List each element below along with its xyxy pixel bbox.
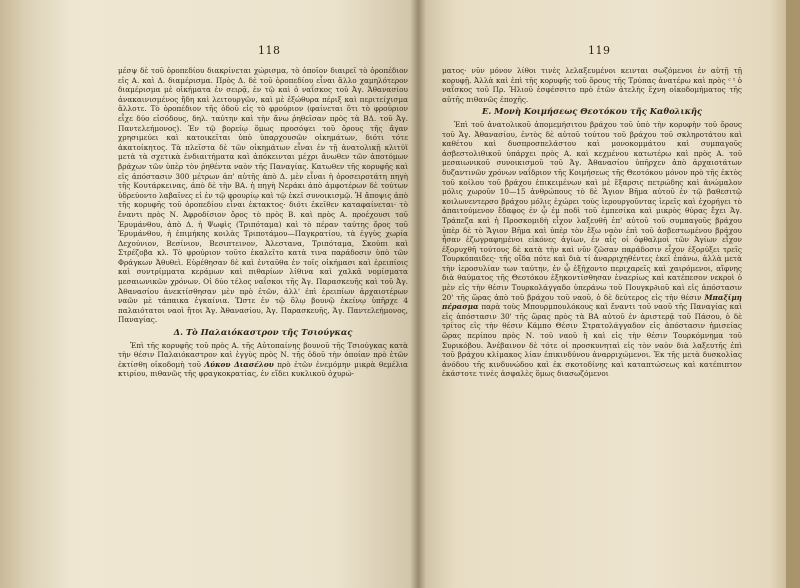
left-page-body xyxy=(118,66,408,379)
section-heading: Δ. Τὸ Παλαιόκαστρον τῆς Τσιούγκας xyxy=(173,327,353,338)
text-run: παρὰ τοὺς Μπουρμπουλόκους καὶ ἔναντι τοῦ ναοῦ τῆς Παναγίας καὶ εἰς ἀπόστασιν 30' τῆς ὥρας πρὸς τὰ ΒΑ αὐτοῦ ἐν ἀριστερᾷ τοῦ Πάσου, ὁ δὲ τρίτος εἰς τὴν θέσιν Κάμπο Θέσιν Στρατολάγγαδον εἰς ἀπόστασιν ἡμισείας ὥρας περίπου πρὸς Ν. τοῦ ναοῦ ἢ καὶ εἰς τὴν θέσιν Τουρκόμνημα τοῦ Συρικόβου. Ἀνέβαινον δὲ τότε οἱ προσκυνηταὶ εἰς τὸν ναὸν διὰ λαξευτῆς ἐπὶ τοῦ βράχου κλίμακος λίαν ἐπικινδύνου ἀναρριχώμενοι. Ἐκ τῆς μετὰ δυσκολίας ἀνόδου τῆς κινδυνώδου καὶ ἐκ σκοτοδίνης καὶ καταπτώσεως καὶ κατέπιπτον ἐκάστοτε τινὲς ἀσφαλὲς ὅμως διασωζόμενοι xyxy=(442,302,742,379)
right-page-body xyxy=(442,66,742,379)
paragraph: ματος· νῦν μόνον λίθοι τινὲς λελαξευμένοι κεινται σωζόμενοι ἐν αὐτῇ τῇ κορυφῇ. Ἀλλὰ καὶ ἐπὶ τῆς κορυφῆς τοῦ ὄρους τῆς Τρύπας ἀνατέρω καὶ πρὸς ᶜ ᵗ ὁ ναΐσκος τοῦ Πρ. Ἠλιοῦ ἐσφέσσιτο πρὸ ἐτῶν ἀτελὴς ἔχνη οἰκοδομήματος τῆς αὐτῆς πιθανῶς ἐποχῆς. xyxy=(442,66,742,104)
book-spine-gutter xyxy=(410,0,426,588)
text-run: πρὸ ἐτῶν ἐνεμόμην μικρὰ θεμέλια κτιρίου, πιθανῶς τῆς φραγκοκρατίας, ἐν εἴδει κυκλικοῦ ὀχυρώ- xyxy=(118,359,408,379)
page-number: 119 xyxy=(588,44,611,57)
book-cover-edge xyxy=(786,0,800,588)
page-number: 118 xyxy=(258,44,281,57)
right-page xyxy=(418,0,800,588)
paragraph xyxy=(118,341,408,379)
paragraph xyxy=(442,120,742,379)
emphasis-place-name: Λύκου Διασέλου xyxy=(204,359,274,369)
text-run: Ἐπὶ τοῦ ἀνατολικοῦ ἀπομεμήσιτου βράχου τοῦ ὑπὸ τὴν κορυφὴν τοῦ ὄρους τοῦ Ἁγ. Ἀθανασίου, ἐντὸς δὲ αὐτοῦ τούτου τοῦ βράχου τοῦ σκληροτάτου καὶ καθέτου καὶ δυσπροσπελάστου καὶ μονοκομμάτου καὶ συμπαγοῦς ἀσβεστολιθικοῦ ὑπάρχει πρὸς Α. καὶ κεχμένου κατωτέρω καὶ πρὸς Α. τοῦ μεσαιωνικοῦ συνοικισμοῦ τοῦ Ἀγ. Ἀθανασίου ὑπῆρχεν ἀπὸ ἀρχαιοτάτων δυζαντινῶν χρόνων ναΐδριον τῆς Κοιμήσεως τῆς Θεοτόκου μόνον πρὸ τῆς ἐκτὸς τοῦ κοίλου τοῦ βράχου ἐπικειμένων καὶ μὲ ἔξαρσις πετρώδης καὶ ἀνώμαλον μόλις χωροῦν 10—15 ἀνθρώπους τὸ δὲ Ἅγιον Βῆμα αὐτοῦ ἐν τῷ βαθεσιτῷ κοιλωνεντερσο βράχου μόλις ἐχώρει τοὺς ἱερουργοῦντας ἱερεῖς καὶ ἐχορήγει τὸ ἀπαιτούμενον ἔδαφος ἐν ᾧ ἐμ ποδὶ τοῦ ἐμπεσίκα καὶ μικρὸς θύρας ἔχει Ἁγ. Τράπεζα καὶ ἡ Προσκομιδὴ εἶχον λαξευθῆ ἐπ' αὐτοῦ τοῦ συμπαγοῦς βράχου ὑπὲρ δὲ τὸ Ἅγιον Βῆμα καὶ ὑπὲρ τὸν ἔξω ναὸν ἐπὶ τοῦ ἀσβεστωμένου βράχου ἦσαν ἐζωγραφημένοι εἰκόνες ἁγίων, ἐν αἷς οἱ ὀφθαλμοὶ τῶν Ἁγίων εἶχον ἐξορυχθῆ τούτους δὲ κατὰ τὴν καὶ νῦν ζῶσαν παράδοσιν εἶχον ἐξορύξει τρεῖς Τουρκόπαιδες· τῆς οἴδα πότε καὶ διὰ τί ἀναρριχηθέντες ἐκεῖ ἐπάνω, ἀλλὰ μετὰ τὴν ἱεροσυλίαν των ταύτην, ἐν ᾧ ἐξήχοντο περιχαρεῖς καὶ χαιρόμενοι, αἴφνης διὰ θαύματος τῆς Θεοτόκου ἐξηκοντίσθησαν ἐναερίως καὶ κατέπεσον νεκροὶ ὁ μὲν εἰς τὴν θέσιν Τουρκολάγγαδο ὑπεράνω τοῦ Πουγκρ∂ιοῦ καὶ εἰς ἀπόστασιν 20' τῆς ὥρας ἀπὸ τοῦ βράχου τοῦ ναοῦ, ὁ δὲ δεύτερος εἰς τὴν θέσιν xyxy=(442,119,742,302)
page-curl-shadow xyxy=(0,0,70,588)
text-run: Ἐπὶ τῆς κορυφῆς τοῦ πρὸς Α. τῆς Αὐτοπαίνης βουνοῦ τῆς Τσιούγκας κατὰ τὴν θέσιν Παλαιόκαστρον καὶ ἐγγὺς πρὸς Ν. τῆς ὁδοῦ τὴν ὁποίαν πρὸ ἐτῶν ἐκτίσθη οἰκοδομὴ τοῦ xyxy=(118,340,408,369)
section-heading: Ε. Μονὴ Κοιμήσεως Θεοτόκου τῆς Καθολικῆς xyxy=(481,106,703,117)
emphasis-place-name: Μπαξίμη πέρασμα xyxy=(442,292,742,312)
paragraph: μέσψ δὲ τοῦ ὀροπεδίου διακρίνεται χώρισμα, τὸ ὁποῖον διαιρεῖ τὸ ὀροπέδιον εἰς Α. καὶ Δ. διαμέρισμα. Πρὸς Δ. δὲ τοῦ ὀροπεδίου εἶναι ἄλλο χαμηλότερον διαμέρισμα μὲ οἰκήματα ἐν σειρᾷ, ἐν τῷ καὶ ὁ ναΐσκος τοῦ Ἀγ. Ἀθανασίου ἀνακαινισμένος ἤδη καὶ λειτουργῶν, καὶ μὲ ἐξώθυρα πέριξ καὶ περιτείχισμα ἄλλοτε. Τὸ ὀροπέδιον τῆς ὁδοῦ εἰς τὸ φρούριον (φαίνεται ὅτι τὸ φρούριον εἶχε δύο εἰσόδους, δηλ. ταύτην καὶ τὴν ἄνω ῥηθεῖσαν πρὸς τὰ ΒΔ. τοῦ Ἀγ. Παντελεήμονος). Ἐν τῷ βορείῳ ὅμως προσόψει τοῦ ὄρους τῆς ἄγαν χρησιμεύει καὶ κατοικεῖται ὑπὸ ὑπαρχουσῶν οἰκημάτων, διότι τότε ἀκατοίκητος. Τὰ πλεῖστα δὲ τῶν οἰκημάτων εἶναι ἐν τῇ ἀνατολικῇ κλιτύϊ μετὰ τὰ σχετικὰ ἐνδιαιτήματα καὶ ἀπόκεινται μέχρι ἄνωθεν τῶν ἀποτόμων βράχων τῶν ὑπὲρ τὸν ῥηθέντα ναὸν τῆς Παναγίας. Κατωθεν τῆς κορυφῆς καὶ εἰς ἀπόστασιν 300 μέτρων ἀπ' αὐτῆς ἀπὸ Δ. μὲν εἶναι ἡ ὀροσειροτάτη πηγὴ τῆς Κουτάρκεινας, ἀπὸ δὲ τὴν ΒΑ. ἡ πηγὴ Νεράκι ἀπὸ ἀμφοτέρων δὲ τούτων ὑδρεύοντο λαβαῖνες εἰ ἐν τῷ φρουρίῳ καὶ τῷ ἐκεῖ συνοικισμῷ. Ἡ ἄποψις ἀπὸ τῆς κορυφῆς τοῦ ὀροπεδίου εἶναι ἐκτακτος· διότι ἐκεῖθεν καταφαίνεται· τὸ ἔναντι πρὸς Ν. Ἀφροδίσιον ὄρος τὸ πρὸς Β. καὶ πρὸς Α. προέχουσι τοῦ Ἐρυμάνθου, ἀπὸ Δ. ἡ Ψωφὶς (Τριπόταμα) καὶ τὸ πέραν ταύτης ὄρος τοῦ Ἐρυμάνθου, ἡ ἐπιμήκης κοιλὰς Τριποτάμου—Παγκρατίου, τὰ ἐγγὺς χωρία Δεχούνιον, Βεσίνιον, Βεσιπτεινον, Ἀλεστανα, Τριπόταμα, Σκούπι καὶ Στρέζοβα κλ. Τὸ φρούριον τοῦτο ἐκαλεῖτο κατὰ τινα παράδοσιν ὑπὸ τῶν Φράγκων Ἀθυθεὶ. Εὑρέθησαν δὲ καὶ ἐνταῦθα ἐν τοῖς οἰκήμασι καὶ ἐρειπίοις καὶ συντρίμματα κεράμων καὶ πιθαρίων λίθινα καὶ χαλκᾶ νομίσματα μεσαιωνικῶν χρόνων. Οἱ δύο τέλος ναΐσκοι τῆς Ἀγ. Παρασκευῆς καὶ τοῦ Ἀγ. Ἀθανασίου ἀνεκτίσθησαν μὲν πρὸ ἐτῶν, ἀλλ' ἐπὶ ἐρειπίων ἀρχαιοτέρων ναῶν μὲ τάπαικα ἐγκαίνια. Ὥστε ἐν τῷ ὅλῳ βουνῷ ἐκείνῳ ὑπῆρχε 4 παλαιότατοι ναοὶ ἤτοι Ἀγ. Ἀθανασίου, Ἀγ. Παρασκευῆς, Ἀγ. Παντελεήμονος, Παναγίας. xyxy=(118,66,408,325)
